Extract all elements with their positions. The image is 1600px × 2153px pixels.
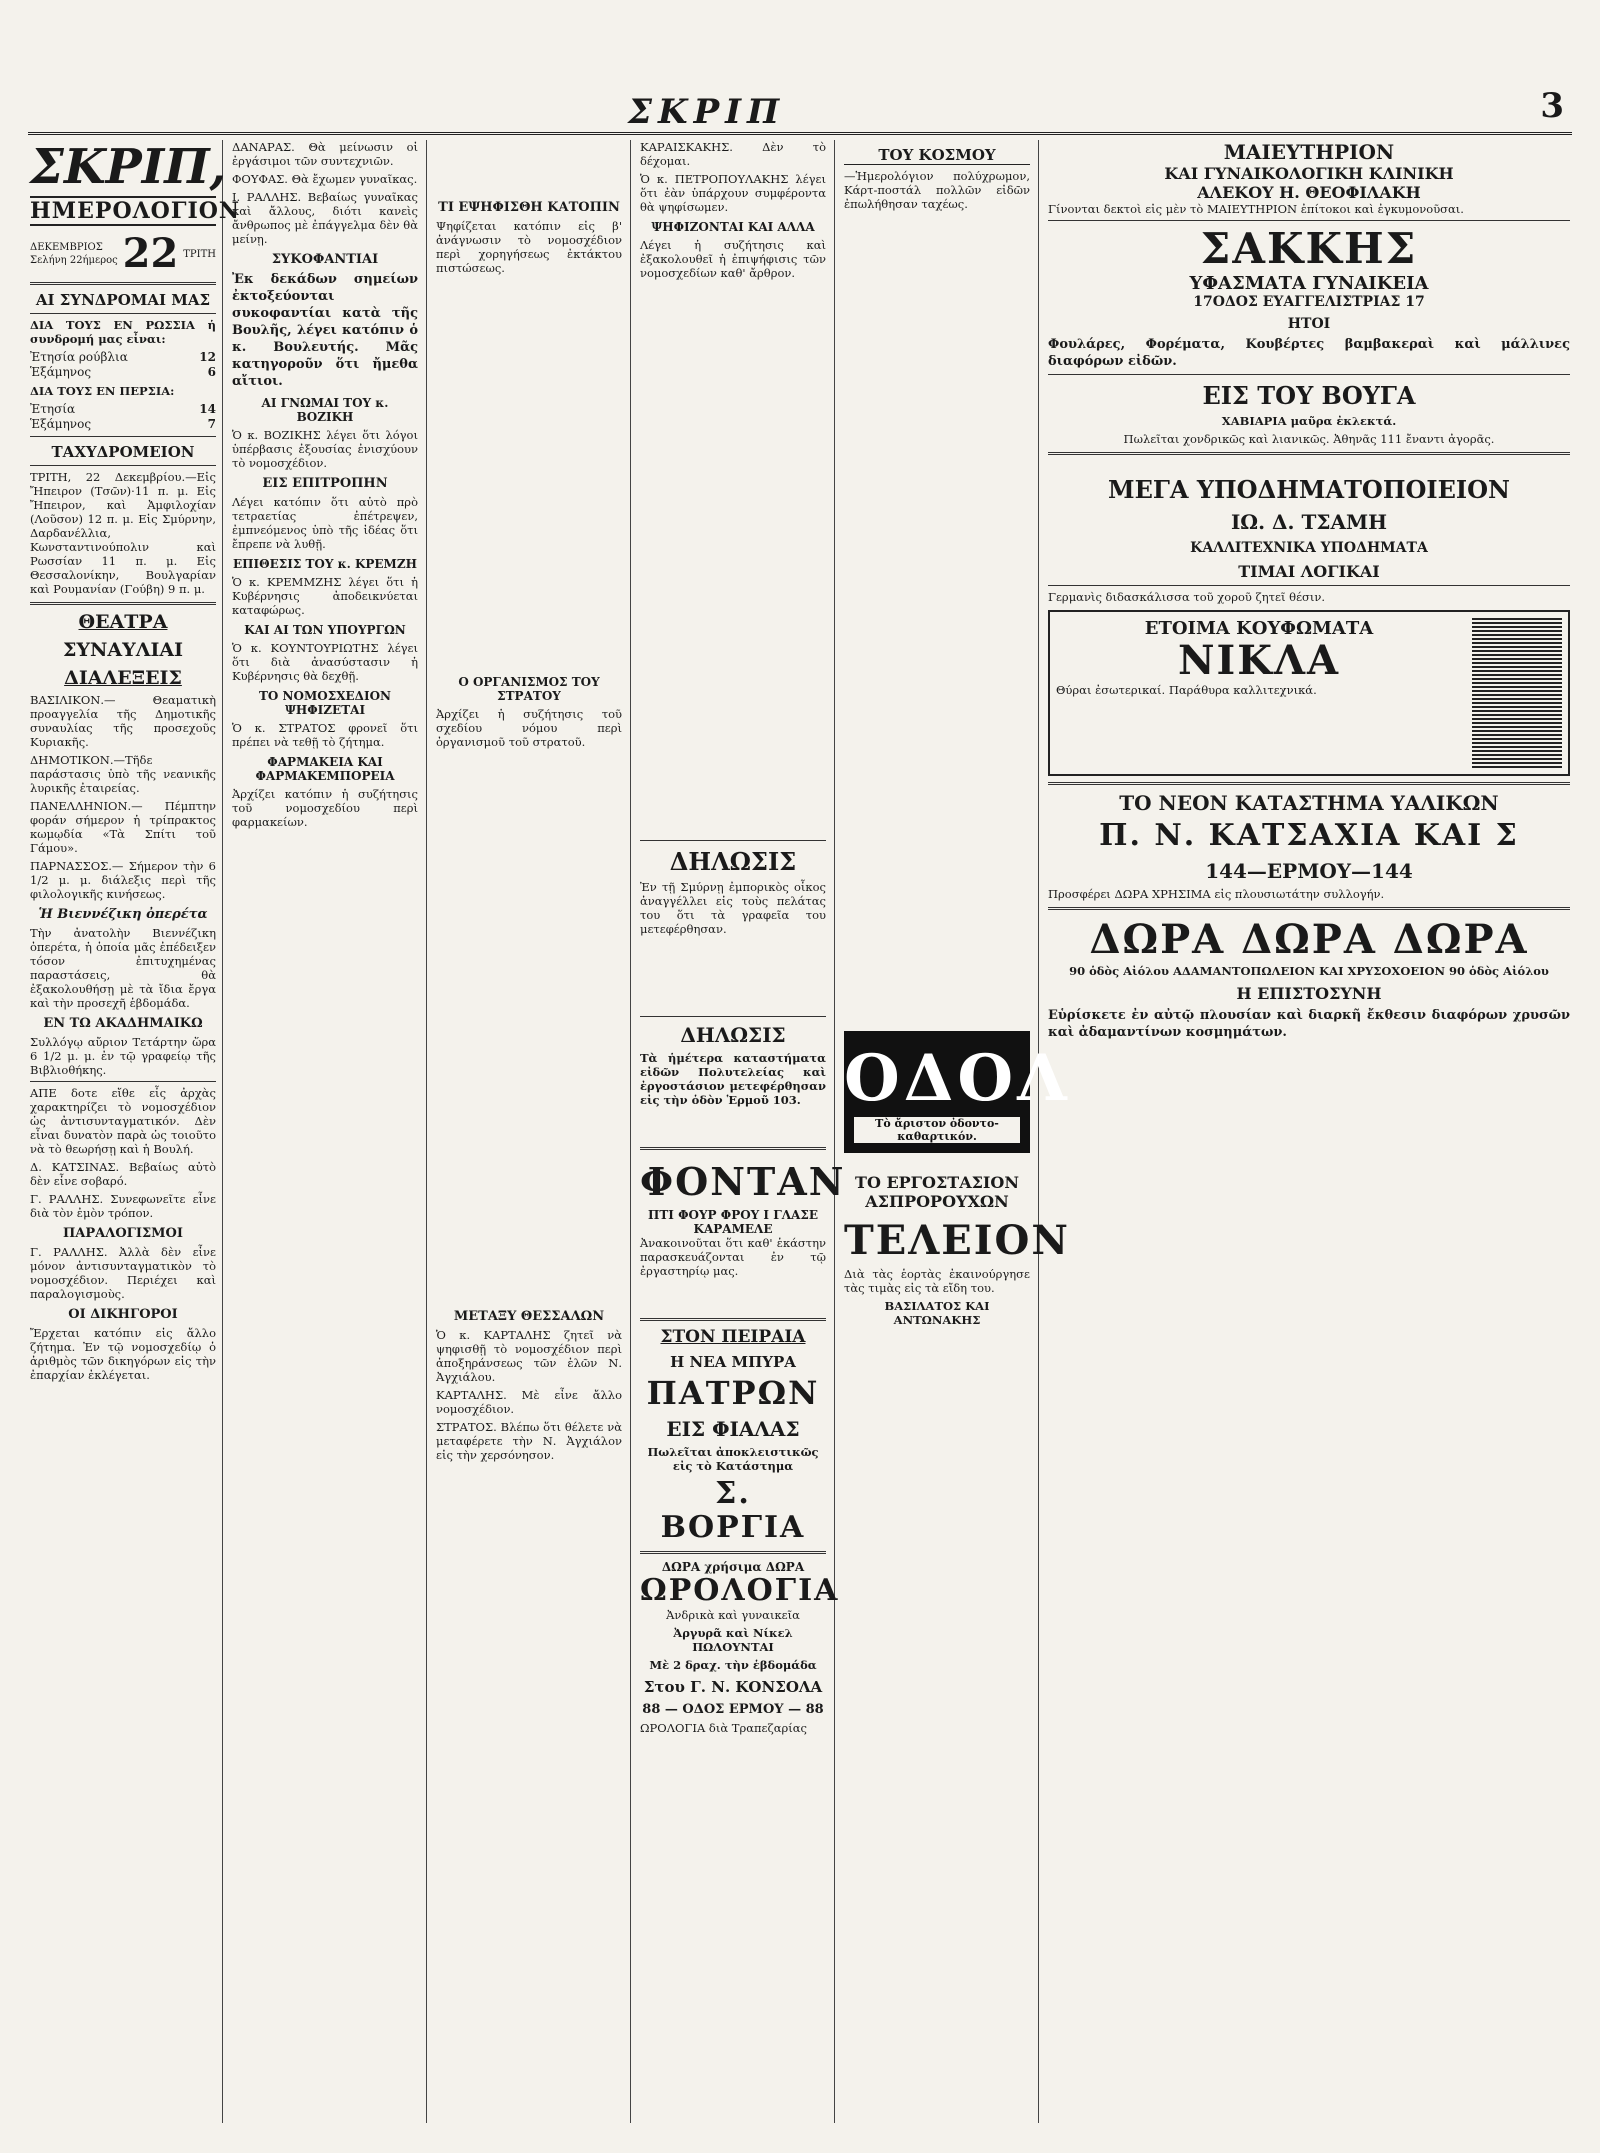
row-value: 6 [207,365,216,379]
article-text: ΚΑΡΤΑΛΗΣ. Μὲ εἶνε ἄλλο νομοσχέδιον. [436,1388,622,1416]
caviar-line: ΧΑΒΙΑΡΙΑ μαῦρα ἐκλεκτά. [1221,414,1397,428]
watches-price: Μὲ 2 δραχ. τὴν ἑβδομάδα [649,1658,817,1672]
door-illustration [1472,618,1562,768]
katsaxia-title: Π. Ν. ΚΑΤΣΑΧΙΑ ΚΑΙ Σ [1099,818,1519,853]
nikla-heading: ΕΤΟΙΜΑ ΚΟΥΦΩΜΑΤΑ [1144,618,1374,639]
doctor-name: ΑΛΕΚΟΥ Η. ΘΕΟΦΙΛΑΚΗ [1197,183,1421,202]
article-text: ΚΑΡΑΙΣΚΑΚΗΣ. Δὲν τὸ δέχομαι. [640,140,826,168]
theatres-heading: ΘΕΑΤΡΑ [78,611,168,633]
shoe-factory-owner: ΙΩ. Δ. ΤΣΑΜΗ [1230,510,1388,534]
article-text: Δ. ΚΑΤΣΙΝΑΣ. Βεβαίως αὐτὸ δὲν εἶνε σοβαρό. [30,1160,216,1188]
article-text: Ἐκ δεκάδων σημείων ἐκτοξεύονται συκοφαντίαι κατὰ τῆς Βουλῆς, λέγει κατόπιν ὁ κ. Βουλευτής. Μᾶς κατηγοροῦν ὅτι ἤμεθα αἴτιοι. [232,272,418,389]
post-text: ΤΡΙΤΗ, 22 Δεκεμβρίου.—Εἰς Ἤπειρον (Τσῶν)·11 π. μ. Εἰς Ἤπειρον, καὶ Ἀμφιλοχίαν (Λοῦσον) 12 π. μ. Εἰς Σμύρνην, Δαρδανέλλια, Κωνσταντινούπολιν καὶ Ρωσσίαν 11 π. μ. Εἰς Θεσσαλονίκην, Βουλγαρίαν καὶ Ρουμανίαν (Γούβη) 9 π. μ. [30,470,216,596]
psifizontai-heading: ΨΗΦΙΖΟΝΤΑΙ ΚΑΙ ΑΛΛΑ [651,220,815,234]
article-text: Ὁ κ. ΣΤΡΑΤΟΣ φρονεῖ ὅτι πρέπει νὰ τεθῇ τὸ ζήτημα. [232,721,418,749]
theatre-item: ΠΑΡΝΑΣΣΟΣ.— Σήμερον τὴν 6 1/2 μ. μ. διάλεξις περὶ τῆς φιλολογικῆς κινήσεως. [30,859,216,901]
psifizetai-heading: ΤΟ ΝΟΜΟΣΧΕΔΙΟΝ ΨΗΦΙΖΕΤΑΙ [258,689,391,717]
theatre-item: ΒΑΣΙΛΙΚΟΝ.— Θεαματικὴ προαγγελία τῆς Δημοτικῆς συναυλίας τῆς προσεχοῦς Κυριακῆς. [30,693,216,749]
odol-title: ΟΔΟΛ [844,1041,1071,1116]
prices-heading: ΤΙΜΑΙ ΛΟΓΙΚΑΙ [1238,562,1380,581]
paralogismoi-heading: ΠΑΡΑΛΟΓΙΣΜΟΙ [63,1226,183,1241]
teleion-text: Διὰ τὰς ἑορτὰς ἐκαινούργησε τὰς τιμὰς εἰς τὰ εἴδη του. [844,1267,1030,1295]
article-text: Ὁ κ. ΚΡΕΜΜΖΗΣ λέγει ὅτι ἡ Κυβέρνησις ἀποδεικνύεται καταφώρως. [232,575,418,617]
article-text: Λέγει ἡ συζήτησις καὶ ἐξακολουθεῖ ἡ ἐπιψήφισις τῶν νομοσχεδίων καθ' ἄρθρον. [640,238,826,280]
column-rule [222,140,223,2123]
post-heading: ΤΑΧΥΔΡΟΜΕΙΟΝ [51,443,195,461]
borgia-title: Σ. ΒΟΡΓΙΑ [660,1476,806,1545]
article-text: Ἀρχίζει κατόπιν ἡ συζήτησις τοῦ νομοσχεδίου περὶ φαρμακείων. [232,787,418,829]
fontan-text: Ἀνακοινοῦται ὅτι καθ' ἑκάστην παρασκευάζονται ἐν τῷ ἐργαστηρίῳ μας. [640,1236,826,1278]
patron-title: ΠΑΤΡΩΝ [646,1374,820,1412]
row-label: Ἑξάμηνος [30,417,92,431]
lawyers-heading: ΟΙ ΔΙΚΗΓΟΡΟΙ [68,1307,178,1322]
article-text: ΔΑΝΑΡΑΣ. Θὰ μείνωσιν οἱ ἐργάσιμοι τῶν συντεχνιῶν. [232,140,418,168]
article-text: Ἔρχεται κατόπιν εἰς ἄλλο ζήτημα. Ἐν τῷ νομοσχεδίῳ ὁ ἀριθμὸς τῶν δικηγόρων εἰς τὴν ἐπαρχίαν ἐκλέγεται. [30,1326,216,1382]
clinic-heading: ΚΑΙ ΓΥΝΑΙΚΟΛΟΓΙΚΗ ΚΛΙΝΙΚΗ [1164,164,1454,183]
running-title: ΣΚΡΙΠ [628,92,786,132]
epistosyni-text: Εὑρίσκετε ἐν αὐτῷ πλουσίαν καὶ διαρκῆ ἔκθεσιν διαφόρων χρυσῶν καὶ ἀδαμαντίνων κοσμημάτων. [1048,1008,1570,1040]
vourga-text: Πωλεῖται χονδρικῶς καὶ λιανικῶς. Ἀθηνᾶς 111 ἔναντι ἀγορᾶς. [1123,432,1495,446]
watch-gifts: ΔΩΡΑ χρήσιμα ΔΩΡΑ [661,1560,805,1574]
row-label: Ἑξάμηνος [30,365,92,379]
russia-line: ΔΙΑ ΤΟΥΣ ΕΝ ΡΩΣΣΙΑ ἡ συνδρομή μας εἶναι: [30,318,216,346]
dance-teacher-text: Γερμανὶς διδασκάλισσα τοῦ χοροῦ ζητεῖ θέσιν. [1048,590,1326,604]
katsaxia-text: Προσφέρει ΔΩΡΑ ΧΡΗΣΙΜΑ εἰς πλουσιωτάτην συλλογήν. [1048,887,1385,901]
shoe-factory-subtitle: ΚΑΛΛΙΤΕΧΝΙΚΑ ΥΠΟΔΗΜΑΤΑ [1190,540,1428,556]
beer-heading: Η ΝΕΑ ΜΠΥΡΑ [670,1353,796,1371]
row-value: 12 [199,350,216,364]
kosmou-heading: ΤΟΥ ΚΟΣΜΟΥ [844,146,1030,165]
column-3 [436,140,622,2123]
date-block [30,232,216,276]
piraeus-heading: ΣΤΟΝ ΠΕΙΡΑΙΑ [660,1327,806,1347]
column-rule [1038,140,1039,2123]
watches-sub: Ἀνδρικὰ καὶ γυναικεῖα [666,1608,800,1622]
persia-line: ΔΙΑ ΤΟΥΣ ΕΝ ΠΕΡΣΙΑ: [30,384,175,398]
masthead: ΣΚΡΙΠ, [30,139,227,195]
gnomai-heading: ΑΙ ΓΝΩΜΑΙ ΤΟΥ κ. ΒΟΖΙΚΗ [261,396,389,424]
column-rule [834,140,835,2123]
episeis-heading: ΕΠΙΘΕΣΙΣ ΤΟΥ κ. ΚΡΕΜΖΗ [233,557,417,571]
glassware-heading: ΤΟ ΝΕΟΝ ΚΑΤΑΣΤΗΜΑ ΥΑΛΙΚΩΝ [1119,791,1499,815]
bottles-heading: ΕΙΣ ΦΙΑΛΑΣ [666,1417,800,1441]
page-number: 3 [1540,86,1564,126]
running-header [28,86,1572,135]
article-text: Ὁ κ. ΠΕΤΡΟΠΟΥΛΑΚΗΣ λέγει ὅτι ἐὰν ὑπάρχουν συμφέροντα θὰ ψηφίσωμεν. [640,172,826,214]
maternity-text: Γίνονται δεκτοὶ εἰς μὲν τὸ ΜΑΙΕΥΤΗΡΙΟΝ ἐπίτοκοι καὶ ἐγκυμονοῦσαι. [1048,202,1464,216]
vourga-title: ΕΙΣ ΤΟΥ ΒΟΥΓΑ [1202,381,1416,410]
column-rule [426,140,427,2123]
theatre-item: ΔΗΜΟΤΙΚΟΝ.—Τῆδε παράστασις ὑπὸ τῆς νεανικῆς λυρικῆς ἐταιρείας. [30,753,216,795]
article-text: ΑΠΕ δοτε εἴθε εἶς ἀρχὰς χαρακτηρίζει τὸ νομοσχέδιον ὡς ἀντισυνταγματικόν. Δὲν εἶναι δυνατὸν παρὰ ὡς τοιοῦτο νὰ τὸ θεωρήσῃ καὶ ἡ Βουλή. [30,1086,216,1156]
konsola-heading: Στου Γ. Ν. ΚΟΝΣΟΛΑ [643,1678,823,1696]
academia-text: Συλλόγῳ αὔριον Τετάρτην ὥρα 6 1/2 μ. μ. ἐν τῷ γραφείῳ τῆς Βιβλιοθήκης. [30,1035,216,1077]
farmakeia-heading: ΦΑΡΜΑΚΕΙΑ ΚΑΙ ΦΑΡΜΑΚΕΜΠΟΡΕΙΑ [255,755,395,783]
calendar-title: ΗΜΕΡΟΛΟΓΙΟΝ [30,198,241,224]
nikla-text: Θύραι ἐσωτερικαί. Παράθυρα καλλιτεχνικά. [1056,683,1317,697]
shoe-factory-title: ΜΕΓΑ ΥΠΟΔΗΜΑΤΟΠΟΙΕΙΟΝ [1108,475,1510,504]
column-5 [844,140,1071,2123]
watches-sale: Ἀργυρᾶ καὶ Νίκελ ΠΩΛΟΥΝΤΑΙ [673,1626,793,1654]
lectures-heading: ΔΙΑΛΕΞΕΙΣ [64,667,182,689]
jewelers-address: 90 ὁδὸς Αἰόλου ΑΔΑΜΑΝΤΟΠΩΛΕΙΟΝ ΚΑΙ ΧΡΥΣΟΧΟΕΙΟΝ 90 ὁδὸς Αἰόλου [1069,964,1549,978]
article-text: Ὁ κ. ΒΟΖΙΚΗΣ λέγει ὅτι λόγοι ὑπέρβασις ἐξουσίας ἐνισχύουν τὸ νομοσχέδιον. [232,428,418,470]
odol-subtitle: Τὸ ἄριστον ὀδοντο-καθαρτικόν. [854,1117,1020,1143]
nikla-title: ΝΙΚΛΑ [1177,637,1341,684]
subscriptions-heading: ΑΙ ΣΥΝΔΡΟΜΑΙ ΜΑΣ [35,291,211,309]
fontan-subtitle: ΠΤΙ ΦΟΥΡ ΦΡΟΥ Ι ΓΛΑΣΕ ΚΑΡΑΜΕΛΕ [648,1208,818,1236]
konsola-address: 88 — ΟΔΟΣ ΕΡΜΟΥ — 88 [642,1702,824,1717]
notice-text: Τὰ ἡμέτερα καταστήματα εἰδῶν Πολυτελείας καὶ ἐργοστάσιον μετεφέρθησαν εἰς τὴν ὁδὸν Ἑρμοῦ 103. [640,1051,826,1107]
katsaxia-address: 144—ΕΡΜΟΥ—144 [1205,859,1413,883]
gifts-title: ΔΩΡΑ ΔΩΡΑ ΔΩΡΑ [1089,916,1529,963]
column-4 [640,140,846,2123]
article-text: Γ. ΡΑΛΛΗΣ. Συνεφωνεῖτε εἶνε διὰ τὸν ἐμὸν τρόπον. [30,1192,216,1220]
article-text: ΣΤΡΑΤΟΣ. Βλέπω ὅτι θέλετε νὰ μεταφέρετε τὴν Ν. Ἀγχιάλον εἰς τὴν χερσόνησον. [436,1420,622,1462]
operetta-heading: Ἡ Βιεννέζικη ὀπερέτα [38,907,208,922]
fontan-title: ΦΟΝΤΑΝ [640,1159,846,1204]
month: ΔΕΚΕΜΒΡΙΟΣ [30,242,103,253]
watches-title: ΩΡΟΛΟΓΙΑ [640,1573,840,1608]
sakkis-title: ΣΑΚΚΗΣ [1200,224,1418,273]
row-label: Ἐτησία [30,402,76,416]
article-text: Ὁ κ. ΚΑΡΤΑΛΗΣ ζητεῖ νὰ ψηφισθῇ τὸ νομοσχέδιον περὶ ἀποξηράνσεως τῶν ἑλῶν Ν. Ἀγχιάλου. [436,1328,622,1384]
epistosyni-heading: Η ΕΠΙΣΤΟΣΥΝΗ [1236,984,1382,1003]
article-text: Γ. ΡΑΛΛΗΣ. Ἀλλὰ δὲν εἶνε μόνον ἀντισυνταγματικὸν τὸ νομοσχέδιον. Περιέχει καὶ παραλογισμοὺς. [30,1245,216,1301]
concerts-heading: ΣΥΝΑΥΛΙΑΙ [63,639,183,661]
row-value: 14 [199,402,216,416]
column-1 [30,139,241,2123]
article-text: Ψηφίζεται κατόπιν εἰς β' ἀνάγνωσιν τὸ νομοσχέδιον περὶ χορηγήσεως ἐκτάκτου πιστώσεως. [436,219,622,275]
academia-heading: ΕΝ ΤΩ ΑΚΑΔΗΜΑΙΚΩ [43,1016,203,1031]
notice-text: Ἐν τῇ Σμύρνῃ ἐμπορικὸς οἶκος ἀναγγέλλει εἰς τοὺς πελάτας του ὅτι τὰ γραφεῖα του μετεφέρθησαν. [640,880,826,936]
column-6 [1048,140,1570,2123]
organismos-heading: Ο ΟΡΓΑΝΙΣΜΟΣ ΤΟΥ ΣΤΡΑΤΟΥ [458,675,600,703]
sakkis-address: 17ΟΔΟΣ ΕΥΑΓΓΕΛΙΣΤΡΙΑΣ 17 [1193,294,1425,310]
dilosis-heading-2: ΔΗΛΩΣΙΣ [680,1023,786,1047]
theatre-item: ΠΑΝΕΛΛΗΝΙΟΝ.— Πέμπτην φοράν σήμερον ἡ τρίπρακτος κωμῳδία «Τὰ Σπίτι τοῦ Γάμου». [30,799,216,855]
article-text: Λέγει κατόπιν ὅτι αὐτὸ πρὸ τετραετίας ἐπέτρεψεν, ἐμπνεόμενος ὑπὸ τῆς ἰδέας ὅτι ἔπρεπε νὰ λυθῇ. [232,495,418,551]
row-value: 7 [207,417,216,431]
day-number: 22 [122,230,179,277]
katopin-heading: ΤΙ ΕΨΗΦΙΣΘΗ ΚΑΤΟΠΙΝ [438,200,620,215]
factory-heading: ΤΟ ΕΡΓΟΣΤΑΣΙΟΝ ΑΣΠΡΟΡΟΥΧΩΝ [855,1173,1019,1211]
ypourgon-heading: ΚΑΙ ΑΙ ΤΩΝ ΥΠΟΥΡΓΩΝ [244,623,406,637]
moon-note: Σελήνη 22ήμερος [30,255,118,266]
sakkis-text: Φουλάρες, Φορέματα, Κουβέρτες βαμβακεραὶ καὶ μάλλινες διαφόρων εἰδῶν. [1048,337,1570,369]
sakkis-itoi: ΗΤΟΙ [1287,316,1331,332]
article-text: Ι. ΡΑΛΛΗΣ. Βεβαίως γυναῖκας καὶ ἄλλους, διότι κανεὶς ἄνθρωπος μὲ ἐπάγγελμα δὲν θὰ μείνῃ. [232,190,418,246]
epitropi-heading: ΕΙΣ ΕΠΙΤΡΟΠΗΝ [262,476,388,491]
beer-text: Πωλεῖται ἀποκλειστικῶς εἰς τὸ Κατάστημα [647,1445,819,1473]
dilosis-heading: ΔΗΛΩΣΙΣ [669,847,797,876]
row-label: Ἐτησία ρούβλια [30,350,128,364]
sakkis-subtitle: ΥΦΑΣΜΑΤΑ ΓΥΝΑΙΚΕΙΑ [1189,273,1429,294]
sykofantiai-heading: ΣΥΚΟΦΑΝΤΙΑΙ [271,252,379,267]
column-rule [630,140,631,2123]
article-text: —Ἡμερολόγιον πολύχρωμον, Κάρτ-ποστάλ πολλῶν εἰδῶν ἐπωλήθησαν ταχέως. [844,169,1030,211]
article-text: ΦΟΥΦΑΣ. Θὰ ἔχωμεν γυναῖκας. [232,172,418,186]
thessalon-heading: ΜΕΤΑΞΥ ΘΕΣΣΑΛΩΝ [453,1309,605,1324]
weekday: ΤΡΙΤΗ [183,248,216,260]
odol-ad [844,1031,1071,1153]
teleion-sign: ΒΑΣΙΛΑΤΟΣ ΚΑΙ ΑΝΤΩΝΑΚΗΣ [884,1299,990,1327]
article-text: Ὁ κ. ΚΟΥΝΤΟΥΡΙΩΤΗΣ λέγει ὅτι διὰ ἀνασύστασιν ἡ Κυβέρνησις θὰ δεχθῇ. [232,641,418,683]
nikla-ad [1048,610,1570,776]
maternity-heading: ΜΑΙΕΥΤΗΡΙΟΝ [1223,140,1395,164]
teleion-title: ΤΕΛΕΙΟΝ [844,1217,1070,1264]
column-2 [232,140,418,2123]
konsola-text: ΩΡΟΛΟΓΙΑ διὰ Τραπεζαρίας [640,1721,807,1735]
operetta-text: Τὴν ἀνατολὴν Βιεννέζικη ὀπερέτα, ἡ ὁποία μᾶς ἐπέδειξεν τόσον ἐπιτυχημένας παραστάσεις, θὰ ἐξακολουθήσῃ μὲ τὰ ἴδια ἔργα καὶ τὴν προσεχῆ ἑβδομάδα. [30,926,216,1010]
article-text: Ἀρχίζει ἡ συζήτησις τοῦ σχεδίου νόμου περὶ ὀργανισμοῦ τοῦ στρατοῦ. [436,707,622,749]
